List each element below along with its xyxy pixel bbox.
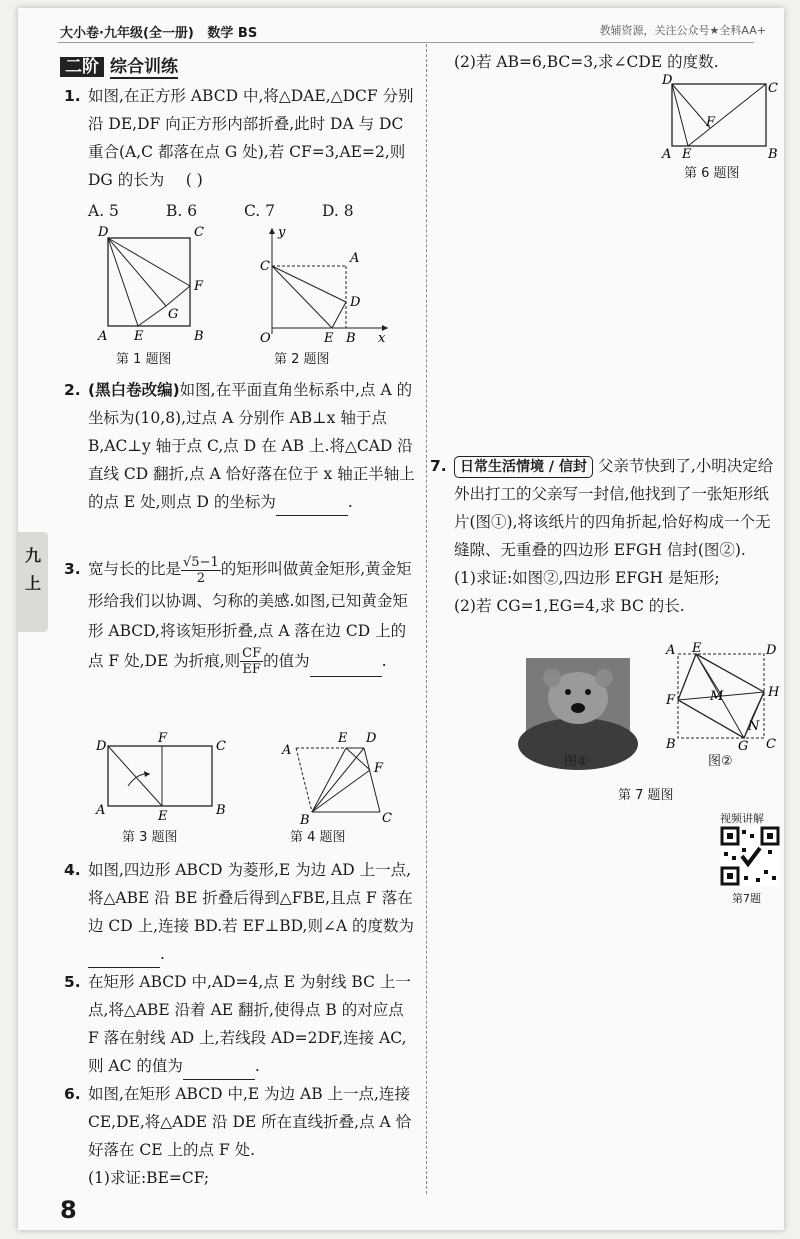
- header-rule: [58, 42, 754, 43]
- answer-blank-4[interactable]: [88, 949, 160, 968]
- figure-6: [658, 74, 778, 160]
- context-tag: 日常生活情境 / 信封: [454, 456, 593, 478]
- svg-text:C: C: [194, 225, 204, 240]
- qr-code[interactable]: [720, 826, 780, 886]
- figure-7-envelope: [662, 641, 780, 754]
- question-7-part-1: (1)求证:如图②,四边形 EFGH 是矩形;: [454, 569, 720, 587]
- video-label: 第7题: [732, 892, 761, 905]
- svg-text:A: A: [350, 251, 360, 266]
- svg-text:B: B: [216, 803, 226, 818]
- svg-text:D: D: [766, 643, 777, 658]
- answer-blank-5[interactable]: [183, 1061, 255, 1080]
- svg-text:A: A: [282, 743, 292, 758]
- svg-text:C: C: [216, 739, 226, 754]
- figure-1: [94, 224, 214, 344]
- svg-text:E: E: [134, 329, 144, 344]
- figure-6-caption: 第 6 题图: [684, 166, 740, 181]
- question-7-part-2: (2)若 CG=1,EG=4,求 BC 的长.: [454, 597, 685, 615]
- column-divider: [426, 44, 427, 1194]
- figure-7-caption: 第 7 题图: [618, 788, 674, 803]
- fig2-caption: 图②: [708, 754, 733, 769]
- svg-text:C: C: [768, 81, 778, 96]
- svg-text:F: F: [158, 731, 168, 746]
- question-6-part-1: (1)求证:BE=CF;: [88, 1169, 210, 1187]
- figure-3: [94, 732, 224, 822]
- page-number: 8: [60, 1196, 77, 1224]
- svg-text:D: D: [350, 295, 361, 310]
- option-d: D. 8: [322, 202, 354, 220]
- question-3: 3. 宽与长的比是 $\frac{√5-1}{2}$ 的矩形叫做黄金矩形,黄金矩形给我们以协调、匀称的美感.如图,已知黄金矩形 ABCD,将该矩形折叠,点 A 落在边 CD 上的点 F 处,DE 为折痕,则 $\frac{CF}{EF}$ 的值为 .: [64, 554, 412, 677]
- question-1: 1. 如图,在正方形 ABCD 中,将△DAE,△DCF 分别沿 DE,DF 向正方形内部折叠,此时 DA 与 DC 重合(A,C 都落在点 G 处),若 CF=3,AE=2,则 DG 的长为 ( ): [64, 87, 414, 189]
- svg-text:y: y: [278, 225, 286, 240]
- svg-text:D: D: [662, 73, 673, 88]
- svg-text:E: E: [158, 809, 168, 824]
- svg-text:B: B: [194, 329, 204, 344]
- svg-text:C: C: [766, 737, 776, 752]
- figure-3-caption: 第 3 题图: [122, 830, 178, 845]
- svg-text:E: E: [682, 147, 692, 162]
- option-c: C. 7: [244, 202, 276, 220]
- svg-text:E: E: [692, 641, 702, 656]
- figure-4-caption: 第 4 题图: [290, 830, 346, 845]
- option-a: A. 5: [88, 202, 119, 220]
- question-6: 6. 如图,在矩形 ABCD 中,E 为边 AB 上一点,连接 CE,DE,将△ADE 沿 DE 所在直线折叠,点 A 恰好落在 CE 上的点 F 处. (1)求证:BE=CF;: [64, 1085, 412, 1187]
- svg-text:C: C: [260, 259, 270, 274]
- svg-text:A: A: [662, 147, 672, 162]
- svg-text:x: x: [378, 331, 386, 346]
- svg-text:A: A: [666, 643, 676, 658]
- svg-text:F: F: [666, 693, 676, 708]
- svg-text:G: G: [738, 739, 749, 754]
- side-tab: 九 上: [18, 532, 48, 632]
- worksheet-page: [18, 8, 784, 1230]
- svg-text:F: F: [194, 279, 204, 294]
- svg-text:D: D: [98, 225, 109, 240]
- svg-text:A: A: [96, 803, 106, 818]
- svg-text:G: G: [168, 307, 179, 322]
- svg-text:H: H: [768, 685, 780, 700]
- option-b: B. 6: [166, 202, 198, 220]
- question-2-source: (黑白卷改编): [88, 381, 180, 399]
- svg-text:B: B: [768, 147, 778, 162]
- svg-text:M: M: [710, 689, 724, 704]
- section-name: 综合训练: [110, 57, 178, 77]
- svg-text:N: N: [748, 719, 760, 734]
- question-1-options: [88, 202, 400, 220]
- figure-4: [264, 728, 404, 828]
- svg-text:F: F: [706, 115, 716, 130]
- video-title: 视频讲解: [720, 812, 764, 825]
- svg-text:E: E: [338, 731, 348, 746]
- golden-ratio-fraction: $\frac{√5-1}{2}$: [183, 554, 219, 586]
- question-4: 4. 如图,四边形 ABCD 为菱形,E 为边 AD 上一点,将△ABE 沿 BE 折叠后得到△FBE,且点 F 落在边 CD 上,连接 BD.若 EF⊥BD,则∠A 的度数为.: [88, 856, 418, 968]
- svg-text:C: C: [382, 811, 392, 826]
- svg-text:D: D: [96, 739, 107, 754]
- svg-text:A: A: [98, 329, 108, 344]
- fig1-caption: 图①: [564, 754, 589, 769]
- answer-blank-2[interactable]: [276, 497, 348, 516]
- figure-2-caption: 第 2 题图: [274, 352, 330, 367]
- figure-1-caption: 第 1 题图: [116, 352, 172, 367]
- figure-2: [248, 224, 398, 346]
- question-2: 2. (黑白卷改编)如图,在平面直角坐标系中,点 A 的坐标为(10,8),过点 A 分别作 AB⊥x 轴于点 B,AC⊥y 轴于点 C,点 D 在 AB 上.将△CAD 沿直线 CD 翻折,点 A 恰好落在位于 x 轴正半轴上的点 E 处,则点 D 的坐标为 .: [88, 376, 418, 516]
- cf-ef-fraction: $\frac{CF}{EF}$: [242, 646, 262, 677]
- envelope-photo: [526, 658, 630, 744]
- svg-text:E: E: [324, 331, 334, 346]
- svg-text:B: B: [666, 737, 676, 752]
- section-tag: 二阶: [60, 57, 104, 77]
- svg-text:D: D: [366, 731, 377, 746]
- svg-text:F: F: [374, 761, 384, 776]
- svg-text:B: B: [300, 813, 310, 828]
- svg-text:O: O: [260, 331, 271, 346]
- question-5: 5. 在矩形 ABCD 中,AD=4,点 E 为射线 BC 上一点,将△ABE 沿着 AE 翻折,使得点 B 的对应点 F 落在射线 AD 上,若线段 AD=2DF,连接 AC,则 AC 的值为 .: [88, 968, 418, 1080]
- question-6-part-2: (2)若 AB=6,BC=3,求∠CDE 的度数.: [454, 53, 719, 71]
- header-right: 教辅资源，关注公众号★全科AA+: [599, 24, 766, 37]
- header-left: 大小卷·九年级(全一册) 数学 BS: [60, 26, 258, 41]
- svg-text:B: B: [346, 331, 356, 346]
- question-7: 7. 日常生活情境 / 信封 父亲节快到了,小明决定给外出打工的父亲写一封信,他找到了一张矩形纸片(图①),将该纸片的四角折起,恰好构成一个无缝隙、无重叠的四边形 EFGH 信封(图②). (1)求证:如图②,四边形 EFGH 是矩形; (2)若 CG=1,EG=4,求 BC 的长.: [430, 457, 774, 615]
- answer-blank-3[interactable]: [310, 658, 382, 677]
- section-title: [60, 52, 178, 77]
